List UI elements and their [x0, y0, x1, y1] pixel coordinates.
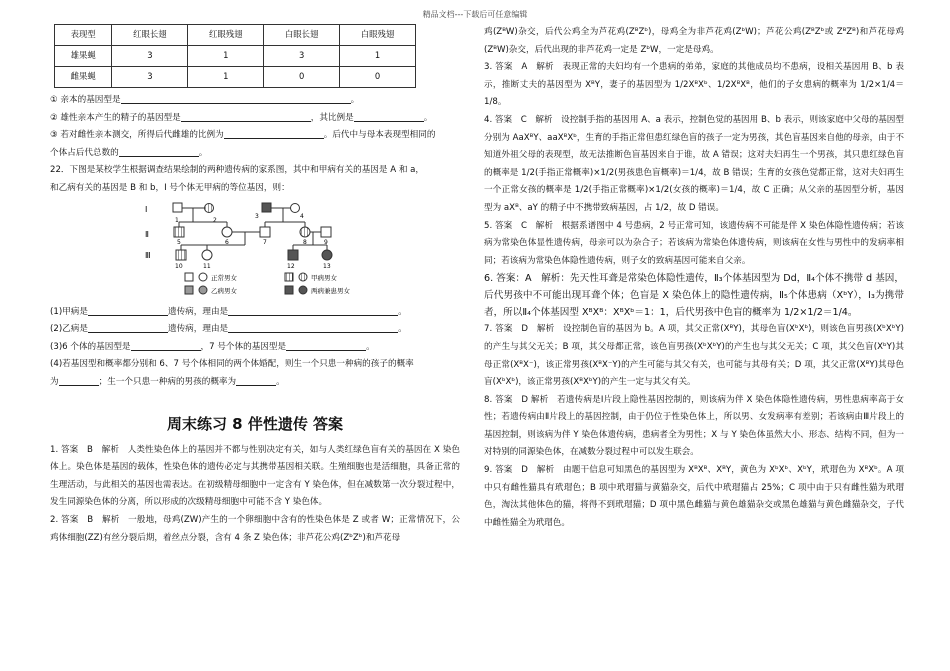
q22-question-3: (3)6 个体的基因型是 ，7 号个体的基因型是 。 — [50, 339, 460, 357]
q21-line-4: 个体占后代总数的 。 — [50, 145, 460, 163]
individual-3 — [262, 203, 271, 212]
table-cell: 0 — [340, 67, 416, 88]
gen-label-3: Ⅲ — [145, 250, 151, 260]
left-column — [50, 24, 460, 547]
section-title: 周末练习 8 伴性遗传 答案 — [166, 414, 344, 433]
legend-label: 两病兼患男女 — [311, 286, 350, 295]
question-text: ，其比例是 — [310, 112, 354, 123]
answer-blank — [354, 110, 424, 122]
individual-4 — [291, 203, 300, 212]
answer-4: 4. 答案 C 解析 设控制手指的基因用 A、a 表示，控制色觉的基因用 B、b 表示，则该家庭中父母的基因型分别为 AaXᴮY、aaXᴮXᵇ，生育的手指正常但患红绿色盲的孩子一定为男孩，其色盲基因来自他的母亲，由于不知道外祖父母的表现型，故无法推断色盲基因来自于谁，故 A 错误；这对夫妇再生一个男孩，其只患红绿色盲的概率是 1/2(手指正常概率)×1/2(男孩患色盲概率)＝1/4，故 B 错误；生育的女孩色觉都正常，这对夫妇再生一个正常女孩的概率是 1/2(手指正常概率)×1/2(女孩的概率)＝1/4，故 C 正确；从父亲的基因型分析，基因型为 aXᴮ、aY 的精子中不携带致病基因，占 1/2，故 D 错误。 — [484, 114, 904, 213]
q22-intro-2: 和乙病有关的基因是 B 和 b，Ⅰ 号个体无甲病的等位基因，则： — [50, 182, 290, 193]
answer-5: 5. 答案 C 解析 根据系谱图中 4 号患病，2 号正常可知，该遗传病不可能是伴 X 染色体隐性遗传病；若该病为常染色体显性遗传病，母亲可以为杂合子；若该病为常染色体遗传病，则该病在女性与男性中的发病率相同；若该病为常染色体隐性遗传病，则子女的致病基因可能来自父亲。 — [484, 220, 904, 266]
answer-7: 7. 答案 D 解析 设控制色盲的基因为 b。A 项，其父正常(XᴮY)，其母色盲(XᵇXᵇ)，则该色盲男孩(XᵇXᵇY)的产生与其父无关；B 项，其父母都正常，该色盲男孩(XᵇXᵇY)的产生也与其父无关；C 项，其父色盲(XᵇY)其母正常(XᴮX⁻)，该正常男孩(XᴮX⁻Y)的产生可能与其父有关，也可能与其母有关；D 项，其父正常(XᴮY)其母色盲(XᵇXᵇ)，该正常男孩(XᴮXᵇY)的产生一定与其父有关。 — [484, 324, 904, 388]
answer-blank — [286, 339, 366, 351]
question-text: (2)乙病是 — [50, 324, 88, 335]
individual-number: 1 — [175, 216, 179, 224]
individual-9 — [321, 227, 331, 237]
individual-number: 3 — [255, 212, 259, 220]
pedigree-chart — [50, 200, 460, 300]
q21-line-2: ② 雄性亲本产生的精子的基因型是 ，其比例是 。 — [50, 110, 460, 128]
individual-12 — [288, 250, 298, 260]
individual-number: 5 — [177, 238, 181, 246]
legend-label: 乙病男女 — [211, 286, 237, 295]
individual-number: 13 — [323, 262, 331, 270]
legend-label: 正常男女 — [211, 273, 237, 282]
table-cell: 1 — [188, 67, 264, 88]
answer-blank — [88, 321, 168, 333]
legend-normal-male — [185, 273, 193, 281]
answer-blank — [228, 304, 398, 316]
question-text: ③ 若对雌性亲本测交，所得后代雌雄的比例为 — [50, 130, 224, 141]
individual-8 — [300, 227, 310, 237]
q22-question-4: (4)若基因型和概率都分别和 6、7 号个体相同的两个体婚配，则生一个只患一种病的孩子的概率 — [50, 359, 414, 370]
individual-5 — [174, 227, 184, 237]
question-text: (1)甲病是 — [50, 306, 88, 317]
gen-label-1: Ⅰ — [145, 204, 148, 214]
answer-2-cont: 鸡(ZᴮW)杂交，后代公鸡全为芦花鸡(ZᴮZᵇ)，母鸡全为非芦花鸡(ZᵇW)；芦花公鸡(ZᴮZᵇ或 ZᴮZᴮ)和芦花母鸡(ZᴮW)杂交，后代出现的非芦花鸡一定是 ZᵇW，一定是母鸡。 — [484, 27, 904, 55]
table-cell: 3 — [264, 46, 340, 67]
individual-number: 10 — [175, 262, 183, 270]
answer-blank — [131, 339, 201, 351]
table-cell: 3 — [112, 46, 188, 67]
individual-number: 9 — [324, 238, 328, 246]
legend-disease-b-female — [199, 286, 207, 294]
individual-10 — [176, 250, 186, 260]
answer-blank — [59, 374, 99, 386]
answer-blank — [121, 92, 351, 104]
answer-blank — [119, 145, 199, 157]
table-header: 白眼长翅 — [264, 25, 340, 46]
table-cell: 1 — [188, 46, 264, 67]
legend-normal-female — [199, 273, 207, 281]
individual-13 — [322, 250, 332, 260]
individual-number: 12 — [287, 262, 295, 270]
question-text: (3)6 个体的基因型是 — [50, 341, 131, 352]
table-header: 红眼残翅 — [188, 25, 264, 46]
q22-question-4b: 为 ；生一个只患一种病的男孩的概率为 。 — [50, 374, 460, 392]
answer-blank — [228, 321, 398, 333]
page-header: 精品文档---下载后可任意编辑 — [422, 10, 528, 19]
question-text: ；生一个只患一种病的男孩的概率为 — [98, 376, 237, 387]
table-cell: 雄果蝇 — [55, 46, 112, 67]
right-column — [484, 24, 904, 532]
question-text: 个体占后代总数的 — [50, 147, 119, 158]
answer-2: 2. 答案 B 解析 一般地，母鸡(ZW)产生的一个卵细胞中含有的性染色体是 Z 或者 W；正常情况下，公鸡体细胞(ZZ)有丝分裂后期，着丝点分裂，含有 4 条 Z 染色体；非芦花公鸡(ZᵇZᵇ)和芦花母 — [50, 514, 460, 543]
individual-1 — [173, 203, 182, 212]
question-text: 遗传病，理由是 — [167, 324, 229, 335]
legend-both-male — [285, 286, 293, 294]
answer-1: 1. 答案 B 解析 人类性染色体上的基因并不都与性别决定有关，如与人类红绿色盲有关的基因在 X 染色体上。染色体是基因的载体，性染色体的遗传必定与其携带基因相关联。生殖细胞也是活细胞，具备正常的生理活动，与此相关的基因也需表达。在初级精母细胞中一定含有 Y 染色体，但在减数第一次分裂过程中，发生同源染色体的分离，所以形成的次级精母细胞中可能不含 Y 染色体。 — [50, 444, 460, 508]
answer-6: 6. 答案：A 解析：先天性耳聋是常染色体隐性遗传，Ⅱ₃个体基因型为 Dd，Ⅱ₄个体不携带 d 基因，后代男孩中不可能出现耳聋个体；色盲是 X 染色体上的隐性遗传病，Ⅱ₅个体患病（XᵇY），Ⅰ₃为携带者，所以Ⅱ₄个体基因型 XᴮXᴮ：XᴮXᵇ＝1：1，后代男孩中色盲的概率为 1/2×1/2＝1/4。 — [484, 273, 904, 319]
q21-line-1: ① 亲本的基因型是 。 — [50, 92, 460, 110]
q22-question-2: (2)乙病是 遗传病，理由是 。 — [50, 321, 460, 339]
answer-blank — [88, 304, 168, 316]
gen-label-2: Ⅱ — [145, 229, 149, 239]
individual-number: 2 — [213, 216, 217, 224]
answer-8: 8. 答案 D 解析 若遗传病是Ⅰ片段上隐性基因控制的，则该病为伴 X 染色体隐性遗传病，男性患病率高于女性；若遗传病由Ⅱ片段上的基因控制，由于仍位于性染色体上，所以男、女发病率有差别；若该病由Ⅲ片段上的基因控制，则该病为伴 Y 染色体遗传病，患病者全为男性；X 与 Y 染色体虽然大小、形态、结构不同，但为一对特别的同源染色体，在减数分裂过程中可以发生联会。 — [484, 394, 904, 458]
individual-number: 4 — [300, 212, 304, 220]
answer-3: 3. 答案 A 解析 表现正常的夫妇均有一个患病的弟弟，家庭的其他成员均不患病，设相关基因用 B、b 表示，推断丈夫的基因型为 XᴮY，妻子的基因型为 1/2XᴮXᵇ、1/2XᴮXᴮ，他们的子女患病的概率为 1/2×1/4＝1/8。 — [484, 62, 904, 108]
q22-intro-1: 22．下图是某校学生根据调查结果绘制的两种遗传病的家系图，其中和甲病有关的基因是 A 和 a， — [50, 165, 425, 176]
q21-line-3 — [50, 127, 460, 145]
answer-blank — [236, 374, 276, 386]
individual-6 — [222, 227, 232, 237]
fruitfly-table — [54, 24, 416, 88]
table-header: 表现型 — [55, 25, 112, 46]
answer-blank — [181, 110, 311, 122]
table-cell: 0 — [264, 67, 340, 88]
question-text: 。后代中与母本表现型相同的 — [323, 130, 436, 141]
table-row — [55, 67, 416, 88]
table-cell: 3 — [112, 67, 188, 88]
table-cell: 1 — [340, 46, 416, 67]
table-header: 白眼残翅 — [340, 25, 416, 46]
question-text: ，7 号个体的基因型是 — [200, 341, 287, 352]
question-text: ① 亲本的基因型是 — [50, 95, 121, 105]
individual-7 — [260, 227, 270, 237]
question-text: 为 — [50, 376, 59, 387]
q22-question-1: (1)甲病是 遗传病，理由是 。 — [50, 304, 460, 322]
legend-disease-a-male — [285, 273, 293, 281]
question-text: ② 雄性亲本产生的精子的基因型是 — [50, 112, 181, 123]
individual-number: 6 — [225, 238, 229, 246]
pedigree-svg — [145, 200, 385, 300]
question-text: 遗传病，理由是 — [167, 306, 229, 317]
individual-number: 7 — [263, 238, 267, 246]
legend-disease-a-female — [299, 273, 307, 281]
individual-2 — [205, 203, 214, 212]
table-row — [55, 46, 416, 67]
table-header: 红眼长翅 — [112, 25, 188, 46]
answer-blank — [224, 127, 324, 139]
answer-9: 9. 答案 D 解析 由题干信息可知黑色的基因型为 XᴮXᴮ、XᴮY，黄色为 XᵇXᵇ、XᵇY，玳瑁色为 XᴮXᵇ。A 项中只有雌性猫具有玳瑁色；B 项中玳瑁猫与黄猫杂交，后代中玳瑁猫占 25%；C 项中由于只有雌性猫为玳瑁色，淘汰其他体色的猫，将得不到玳瑁猫；D 项中黑色雌猫与黄色雄猫杂交或黑色雄猫与黄色雌猫杂交，子代中雌性猫全为玳瑁色。 — [484, 465, 904, 528]
legend-label: 甲病男女 — [311, 273, 337, 282]
individual-11 — [202, 250, 212, 260]
table-cell: 雌果蝇 — [55, 67, 112, 88]
individual-number: 8 — [303, 238, 307, 246]
table-header-row — [55, 25, 416, 46]
legend-disease-b-male — [185, 286, 193, 294]
legend-both-female — [299, 286, 307, 294]
individual-number: 11 — [203, 262, 211, 270]
